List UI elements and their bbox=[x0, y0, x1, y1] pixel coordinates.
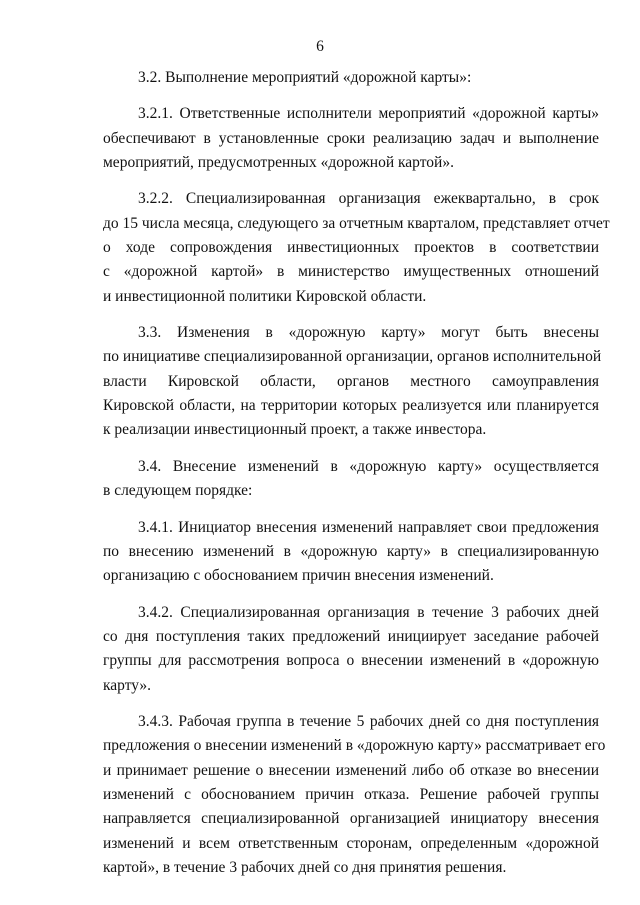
text-line: власти Кировской области, органов местного самоуправления bbox=[103, 372, 599, 390]
text-line: 3.4. Внесение изменений в «дорожную карту» осуществляется bbox=[138, 457, 599, 475]
paragraph-p-3-3 bbox=[103, 321, 602, 443]
text-line: обеспечивают в установленные сроки реализацию задач и выполнение bbox=[103, 129, 599, 147]
text-line: 3.4.1. Инициатор внесения изменений направляет свои предложения bbox=[138, 518, 599, 536]
text-line: до 15 числа месяца, следующего за отчетным кварталом, представляет отчет bbox=[103, 214, 610, 232]
paragraph-p-3-2-2 bbox=[103, 187, 610, 309]
paragraph-p-3-4-2 bbox=[103, 601, 599, 698]
paragraph-p-3-2 bbox=[103, 66, 599, 90]
text-line: изменений и всем ответственным сторонам, определенным «дорожной bbox=[103, 834, 599, 852]
text-line: и принимает решение о внесении изменений либо об отказе во внесении bbox=[103, 761, 599, 779]
paragraph-p-3-4 bbox=[103, 455, 599, 504]
text-line: предложения о внесении изменений в «дорожную карту» рассматривает его bbox=[103, 737, 606, 755]
text-line: Кировской области, на территории которых реализуется или планируется bbox=[103, 397, 599, 415]
text-line: со дня поступления таких предложений инициирует заседание рабочей bbox=[103, 627, 599, 645]
text-line: организацию с обоснованием причин внесения изменений. bbox=[103, 567, 494, 585]
document-body bbox=[103, 66, 610, 892]
paragraph-p-3-4-3 bbox=[103, 710, 606, 880]
text-line: 3.3. Изменения в «дорожную карту» могут быть внесены bbox=[138, 324, 599, 342]
text-line: 3.4.3. Рабочая группа в течение 5 рабочих дней со дня поступления bbox=[138, 712, 599, 730]
text-line: 3.2. Выполнение мероприятий «дорожной карты»: bbox=[138, 69, 472, 86]
text-line: изменений с обоснованием причин отказа. Решение рабочей группы bbox=[103, 785, 599, 803]
text-line: направляется специализированной организацией инициатору внесения bbox=[103, 810, 599, 828]
text-line: картой», в течение 3 рабочих дней со дня принятия решения. bbox=[103, 858, 507, 876]
text-line: по внесению изменений в «дорожную карту» в специализированную bbox=[103, 542, 599, 560]
text-line: мероприятий, предусмотренных «дорожной картой». bbox=[103, 154, 454, 172]
text-line: с «дорожной картой» в министерство имущественных отношений bbox=[103, 263, 599, 281]
text-line: карту». bbox=[103, 676, 152, 694]
text-line: и инвестиционной политики Кировской области. bbox=[103, 287, 427, 305]
text-line: по инициативе специализированной организации, органов исполнительной bbox=[103, 348, 602, 366]
text-line: в следующем порядке: bbox=[103, 482, 253, 500]
text-line: к реализации инвестиционный проект, а также инвестора. bbox=[103, 421, 487, 439]
text-line: 3.4.2. Специализированная организация в течение 3 рабочих дней bbox=[138, 603, 599, 621]
text-line: 3.2.1. Ответственные исполнители мероприятий «дорожной карты» bbox=[138, 105, 599, 123]
text-line: группы для рассмотрения вопроса о внесении изменений в «дорожную bbox=[103, 652, 599, 670]
paragraph-p-3-4-1 bbox=[103, 516, 599, 589]
page-number: 6 bbox=[316, 38, 324, 55]
paragraph-p-3-2-1 bbox=[103, 102, 599, 175]
text-line: 3.2.2. Специализированная организация ежеквартально, в срок bbox=[138, 190, 599, 208]
text-line: о ходе сопровождения инвестиционных проектов в соответствии bbox=[103, 239, 599, 257]
